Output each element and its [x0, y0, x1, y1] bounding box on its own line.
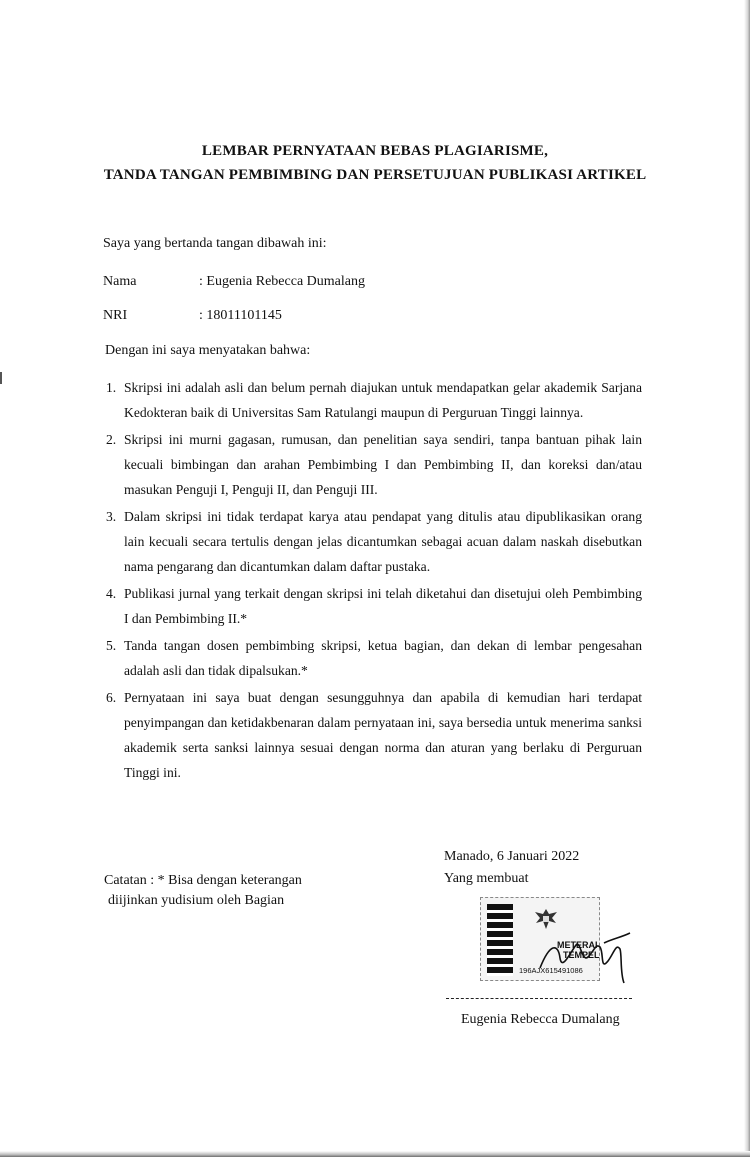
- note-line-2: diijinkan yudisium oleh Bagian: [108, 893, 285, 908]
- handwritten-signature: [530, 913, 640, 993]
- stamp-signature-area: [470, 893, 630, 993]
- nri-label: NRI: [103, 308, 128, 323]
- declaration-item-1: [102, 375, 642, 425]
- maker-label: Yang membuat: [444, 871, 529, 886]
- scan-mark: [0, 372, 2, 384]
- document-title-line-2: TANDA TANGAN PEMBIMBING DAN PERSETUJUAN PUBLIKASI ARTIKEL: [103, 167, 647, 183]
- declaration-item-2: [102, 427, 642, 502]
- stamp-label-meterai: METERAI: [557, 940, 598, 950]
- item-text: Publikasi jurnal yang terkait dengan skripsi ini telah diketahui dan disetujui oleh Pembimbing I dan Pembimbing II.*: [124, 586, 642, 626]
- item-text: Dalam skripsi ini tidak terdapat karya atau pendapat yang ditulis atau dipublikasikan orang lain kecuali secara tertulis dengan jelas dicantumkan sebagai acuan dalam naskah disebutkan nama pengarang dan dicantumkan dalam daftar pustaka.: [124, 509, 642, 574]
- item-number: 3.: [106, 509, 117, 524]
- nama-label: Nama: [103, 274, 137, 289]
- stamp-security-strip: [487, 904, 513, 976]
- item-text: Pernyataan ini saya buat dengan sesungguhnya dan apabila di kemudian hari terdapat penyimpangan dan ketidakbenaran dalam pernyataan ini, saya bersedia untuk menerima sanksi akademik serta sanksi lainnya sesuai dengan norma dan aturan yang berlaku di Perguruan Tinggi ini.: [124, 690, 642, 780]
- document-title-line-1: LEMBAR PERNYATAAN BEBAS PLAGIARISME,: [201, 143, 549, 159]
- stamp-label-tempel: TEMPEL: [563, 950, 600, 960]
- item-number: 6.: [106, 690, 117, 705]
- stamp-serial: 196AJX615491086: [519, 966, 583, 975]
- item-text: Tanda tangan dosen pembimbing skripsi, ketua bagian, dan dekan di lembar pengesahan adalah asli dan tidak dipalsukan.*: [124, 638, 642, 678]
- nama-value: : Eugenia Rebecca Dumalang: [199, 274, 365, 289]
- note-line-1: Catatan : * Bisa dengan keterangan: [104, 873, 302, 888]
- note: [104, 871, 302, 911]
- declaration-item-6: [102, 685, 642, 785]
- declaration-item-5: [102, 633, 642, 683]
- item-text: Skripsi ini adalah asli dan belum pernah diajukan untuk mendapatkan gelar akademik Sarjana Kedokteran baik di Universitas Sam Ratulangi maupun di Perguruan Tinggi lainnya.: [124, 380, 642, 420]
- statement-text: Dengan ini saya menyatakan bahwa:: [105, 343, 311, 358]
- item-number: 2.: [106, 432, 117, 447]
- declaration-item-4: [102, 581, 642, 631]
- place-date: Manado, 6 Januari 2022: [444, 849, 580, 864]
- item-number: 1.: [106, 380, 117, 395]
- intro-text: Saya yang bertanda tangan dibawah ini:: [103, 236, 327, 251]
- item-number: 5.: [106, 638, 117, 653]
- signer-name: Eugenia Rebecca Dumalang: [461, 1012, 620, 1027]
- declaration-list: [102, 375, 642, 787]
- item-number: 4.: [106, 586, 117, 601]
- item-text: Skripsi ini murni gagasan, rumusan, dan penelitian saya sendiri, tanpa bantuan pihak lain kecuali bimbingan dan arahan Pembimbing I dan Pembimbing II, dan koreksi dan/atau masukan Penguji I, Penguji II, dan Penguji III.: [124, 432, 642, 497]
- page-edge-shadow-bottom: [0, 1151, 750, 1157]
- nri-value: : 18011101145: [199, 308, 282, 323]
- signature-line: [446, 998, 632, 999]
- declaration-item-3: [102, 504, 642, 579]
